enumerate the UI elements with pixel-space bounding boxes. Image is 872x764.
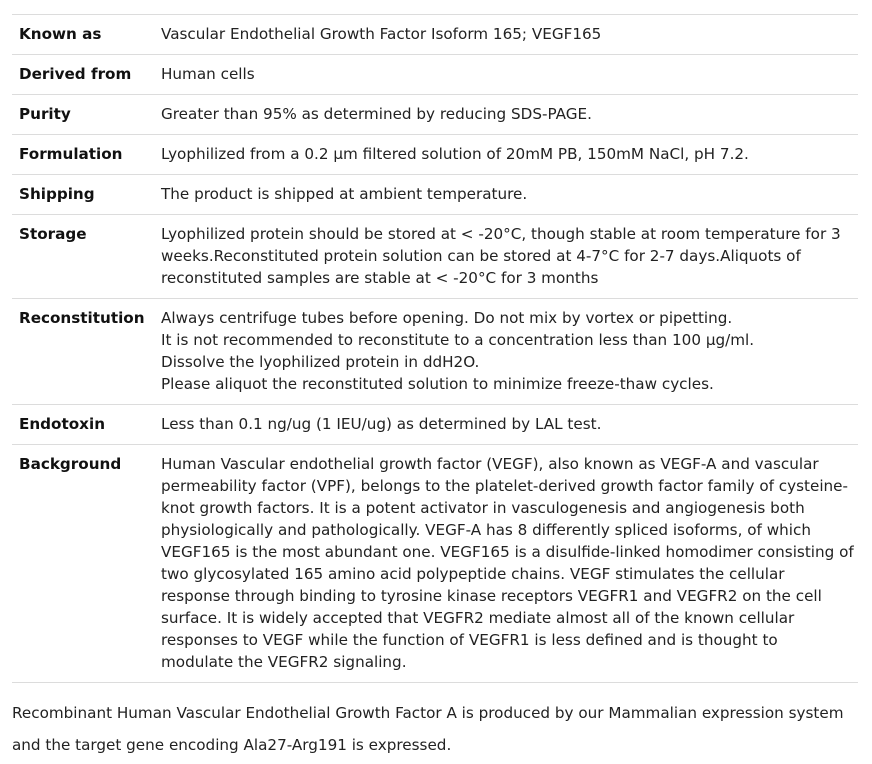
table-row <box>12 215 858 299</box>
row-label: Derived from <box>19 65 132 83</box>
row-label: Endotoxin <box>19 415 106 433</box>
row-value: Less than 0.1 ng/ug (1 IEU/ug) as determined by LAL test. <box>161 415 602 433</box>
row-label: Purity <box>19 105 71 123</box>
table-row <box>12 445 858 683</box>
row-label: Reconstitution <box>19 309 145 327</box>
row-label: Formulation <box>19 145 123 163</box>
row-label: Background <box>19 455 122 473</box>
row-label: Shipping <box>19 185 95 203</box>
table-row <box>12 405 858 445</box>
reconstitution-line: Always centrifuge tubes before opening. Do not mix by vortex or pipetting. <box>161 309 733 327</box>
table-row <box>12 55 858 95</box>
row-value: Human Vascular endothelial growth factor (VEGF), also known as VEGF-A and vascular permeability factor (VPF), belongs to the platelet-derived growth factor family of cysteine-knot growth factors. It is a potent activator in vasculogenesis and angiogenesis both physiologically and pathologically. VEGF-A has 8 differently spliced isoforms, of which VEGF165 is the most abundant one. VEGF165 is a disulfide-linked homodimer consisting of two glycosylated 165 amino acid polypeptide chains. VEGF stimulates the cellular response through binding to tyrosine kinase receptors VEGFR1 and VEGFR2 on the cell surface. It is widely accepted that VEGFR2 mediate almost all of the known cellular responses to VEGF while the function of VEGFR1 is less defined and is thought to modulate the VEGFR2 signaling. <box>161 455 854 671</box>
table-row <box>12 135 858 175</box>
row-value: The product is shipped at ambient temperature. <box>161 185 528 203</box>
table-row <box>12 95 858 135</box>
row-value: Greater than 95% as determined by reducing SDS-PAGE. <box>161 105 592 123</box>
row-value: Lyophilized from a 0.2 μm filtered solution of 20mM PB, 150mM NaCl, pH 7.2. <box>161 145 749 163</box>
table-row <box>12 15 858 55</box>
product-spec-table <box>12 14 858 683</box>
row-value <box>161 299 858 405</box>
reconstitution-line: Please aliquot the reconstituted solution to minimize freeze-thaw cycles. <box>161 375 714 393</box>
reconstitution-line: Dissolve the lyophilized protein in ddH2O. <box>161 353 480 371</box>
row-value: Vascular Endothelial Growth Factor Isoform 165; VEGF165 <box>161 25 602 43</box>
product-description: Recombinant Human Vascular Endothelial Growth Factor A is produced by our Mammalian expression system and the target gene encoding Ala27-Arg191 is expressed. <box>12 704 844 754</box>
reconstitution-line: It is not recommended to reconstitute to a concentration less than 100 μg/ml. <box>161 331 755 349</box>
row-value: Lyophilized protein should be stored at < -20°C, though stable at room temperature for 3 weeks.Reconstituted protein solution can be stored at 4-7°C for 2-7 days.Aliquots of reconstituted samples are stable at < -20°C for 3 months <box>161 225 841 287</box>
row-label: Known as <box>19 25 102 43</box>
table-row <box>12 299 858 405</box>
table-row <box>12 175 858 215</box>
row-value: Human cells <box>161 65 255 83</box>
row-label: Storage <box>19 225 87 243</box>
